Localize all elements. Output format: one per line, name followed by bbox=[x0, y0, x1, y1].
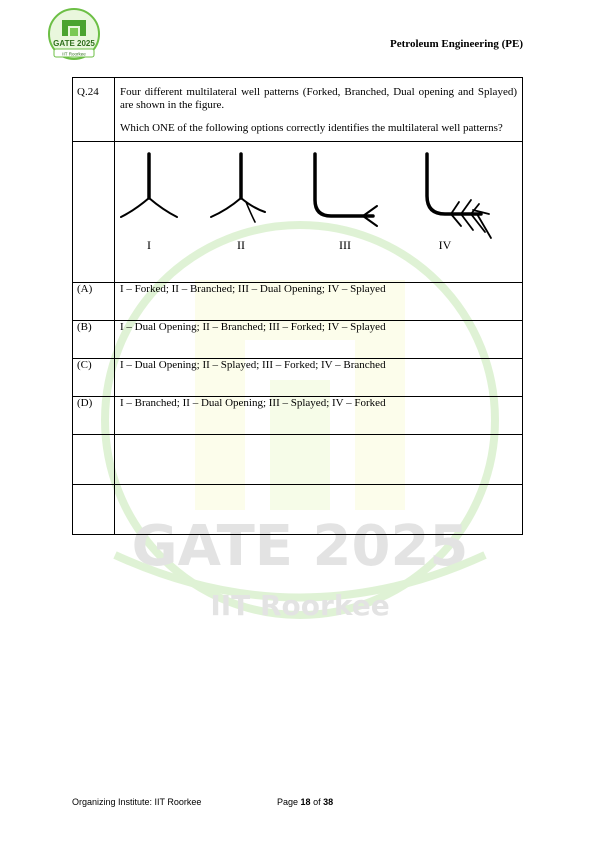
pattern-iv bbox=[427, 154, 491, 238]
figure-label-i: I bbox=[147, 237, 151, 252]
question-row bbox=[73, 78, 523, 142]
watermark-title: GATE 2025 bbox=[131, 514, 469, 579]
logo-text-top: GATE 2025 bbox=[53, 39, 95, 48]
page-of: of bbox=[313, 797, 321, 807]
gate-logo bbox=[40, 6, 108, 66]
figure-label-iii: III bbox=[339, 237, 351, 252]
empty-row-1 bbox=[73, 434, 523, 484]
empty-cell bbox=[115, 484, 523, 534]
footer-institute: Organizing Institute: IIT Roorkee bbox=[72, 797, 202, 807]
option-c-text: I – Dual Opening; II – Splayed; III – Forked; IV – Branched bbox=[115, 358, 523, 396]
well-patterns-figure bbox=[115, 142, 522, 274]
page-current: 18 bbox=[300, 797, 311, 807]
question-number: Q.24 bbox=[73, 78, 115, 142]
paper-title: Petroleum Engineering (PE) bbox=[390, 38, 523, 50]
question-table bbox=[72, 77, 523, 535]
watermark-subtitle: IIT Roorkee bbox=[210, 589, 390, 622]
pattern-iii bbox=[315, 154, 377, 226]
option-d-label: (D) bbox=[73, 396, 115, 434]
option-a-label: (A) bbox=[73, 282, 115, 320]
pattern-ii bbox=[211, 154, 265, 222]
page-total: 38 bbox=[323, 797, 334, 807]
empty-cell bbox=[73, 484, 115, 534]
option-b-text: I – Dual Opening; II – Branched; III – Forked; IV – Splayed bbox=[115, 320, 523, 358]
option-d[interactable] bbox=[73, 396, 523, 434]
option-c[interactable] bbox=[73, 358, 523, 396]
figure-cell bbox=[115, 141, 523, 282]
page-prefix: Page bbox=[277, 797, 299, 807]
empty-cell bbox=[73, 434, 115, 484]
option-b[interactable] bbox=[73, 320, 523, 358]
option-b-label: (B) bbox=[73, 320, 115, 358]
footer-page-number bbox=[277, 797, 333, 807]
option-c-label: (C) bbox=[73, 358, 115, 396]
figure-label-ii: II bbox=[237, 237, 245, 252]
pattern-i bbox=[121, 154, 177, 217]
question-text bbox=[115, 78, 523, 142]
figure-row-blank bbox=[73, 141, 115, 282]
option-a-text: I – Forked; II – Branched; III – Dual Opening; IV – Splayed bbox=[115, 282, 523, 320]
figure-label-iv: IV bbox=[438, 237, 452, 252]
empty-row-2 bbox=[73, 484, 523, 534]
option-a[interactable] bbox=[73, 282, 523, 320]
option-d-text: I – Branched; II – Dual Opening; III – Splayed; IV – Forked bbox=[115, 396, 523, 434]
figure-row bbox=[73, 141, 523, 282]
question-text-2: Which ONE of the following options correctly identifies the multilateral well patterns? bbox=[120, 121, 503, 134]
logo-text-bottom: IIT Roorkee bbox=[62, 51, 86, 57]
empty-cell bbox=[115, 434, 523, 484]
question-text-1: Four different multilateral well patterns (Forked, Branched, Dual opening and Splayed) are shown in the figure. bbox=[120, 86, 517, 111]
